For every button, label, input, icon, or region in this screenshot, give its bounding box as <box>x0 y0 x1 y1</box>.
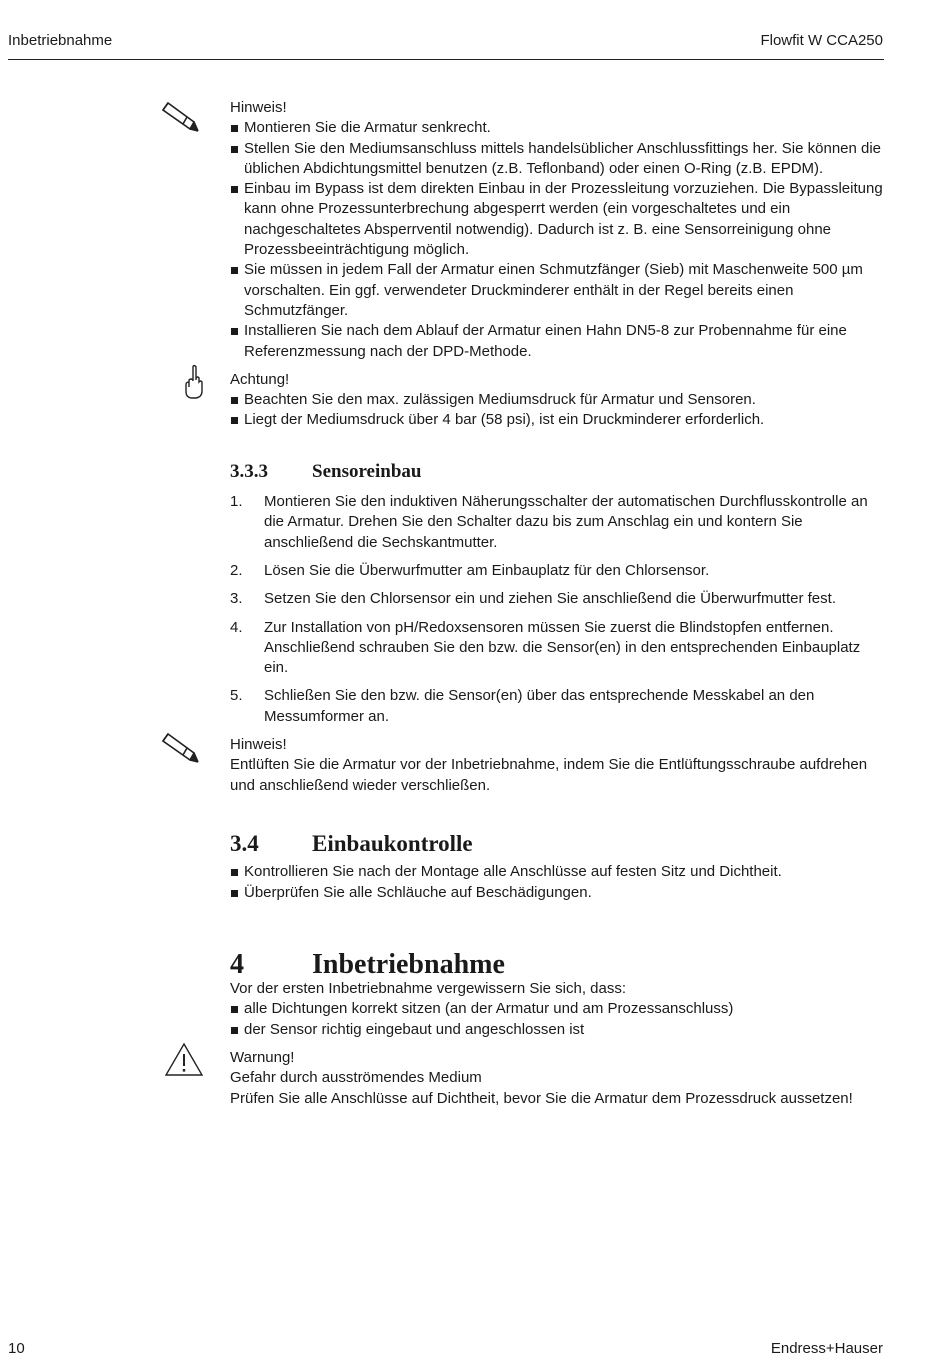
pencil-note-icon <box>160 100 200 134</box>
pointing-hand-icon <box>182 364 206 400</box>
warning-triangle-icon <box>164 1042 204 1078</box>
warning-text: Prüfen Sie alle Anschlüsse auf Dichtheit, bevor Sie die Armatur dem Prozessdruck aussetzen! <box>230 1089 853 1107</box>
step-number: 4. <box>230 618 243 636</box>
header-rule <box>8 59 884 60</box>
note-text: Entlüften Sie die Armatur vor der Inbetriebnahme, indem Sie die Entlüftungsschraube aufdrehen und anschließend wieder verschließen. <box>230 756 868 794</box>
list-item: der Sensor richtig eingebaut und angeschlossen ist <box>230 1020 886 1040</box>
section-number: 3.4 <box>230 830 259 856</box>
list-item <box>230 589 886 609</box>
caution-bullet-list <box>230 390 886 431</box>
warning-block <box>230 1048 886 1109</box>
list-item: Kontrollieren Sie nach der Montage alle Anschlüsse auf festen Sitz und Dichtheit. <box>230 862 886 882</box>
list-item <box>230 686 886 727</box>
section-heading-3-3-3 <box>230 462 886 482</box>
step-number: 5. <box>230 687 243 705</box>
list-item: Beachten Sie den max. zulässigen Mediumsdruck für Armatur und Sensoren. <box>230 390 886 410</box>
list-item: Sie müssen in jedem Fall der Armatur einen Schmutzfänger (Sieb) mit Maschenweite 500 µm vorschalten. Ein ggf. verwendeter Druckminderer enthält in der Regel bereits einen Schmutzfänger. <box>230 260 886 321</box>
chapter-number: 4 <box>230 948 244 980</box>
list-item: Einbau im Bypass ist dem direkten Einbau in der Prozessleitung vorzuziehen. Die Bypassleitung kann ohne Prozessunterbrechung abgesperrt werden (ein vorgeschaltetes und ein nachgeschaltetes Absperrventil notwendig). Dadurch ist z. B. eine Sensorreinigung ohne Prozessbeeinträchtigung möglich. <box>230 179 886 260</box>
note-title: Hinweis! <box>230 736 287 754</box>
list-item: Liegt der Mediumsdruck über 4 bar (58 psi), ist ein Druckminderer erforderlich. <box>230 410 886 430</box>
step-text: Lösen Sie die Überwurfmutter am Einbauplatz für den Chlorsensor. <box>264 561 710 579</box>
list-item: Stellen Sie den Mediumsanschluss mittels handelsüblicher Anschlussfittings her. Sie können die üblichen Abdichtungsmittel benutzen (z.B. Teflonband) oder einen O-Ring (z.B. EPDM). <box>230 139 886 180</box>
section-heading-3-4 <box>230 830 886 856</box>
list-item: Installieren Sie nach dem Ablauf der Armatur einen Hahn DN5-8 zur Probennahme für eine Referenzmessung nach der DPD-Methode. <box>230 321 886 362</box>
warning-text: Gefahr durch ausströmendes Medium <box>230 1069 482 1087</box>
numbered-steps <box>230 492 886 727</box>
running-header-chapter: Inbetriebnahme <box>8 32 113 49</box>
caution-block <box>230 370 886 431</box>
note-bullet-list <box>230 118 886 362</box>
list-item: Überprüfen Sie alle Schläuche auf Beschädigungen. <box>230 883 886 903</box>
page-content <box>230 98 886 1109</box>
step-number: 2. <box>230 561 243 579</box>
list-item <box>230 492 886 553</box>
list-item: Montieren Sie die Armatur senkrecht. <box>230 118 886 138</box>
note-block <box>230 98 886 362</box>
page-number: 10 <box>8 1340 25 1357</box>
chapter-title: Inbetriebnahme <box>312 948 505 980</box>
company-name: Endress+Hauser <box>770 1340 883 1357</box>
chapter-heading-4 <box>230 948 886 980</box>
running-header-product: Flowfit W CCA250 <box>760 32 883 49</box>
warning-title: Warnung! <box>230 1048 295 1066</box>
section-number: 3.3.3 <box>230 460 268 482</box>
list-item: alle Dichtungen korrekt sitzen (an der Armatur und am Prozessanschluss) <box>230 999 886 1019</box>
intro-text: Vor der ersten Inbetriebnahme vergewissern Sie sich, dass: <box>230 980 627 998</box>
step-number: 3. <box>230 590 243 608</box>
caution-title: Achtung! <box>230 370 290 388</box>
step-text: Zur Installation von pH/Redoxsensoren müssen Sie zuerst die Blindstopfen entfernen. Anschließend schrauben Sie den bzw. die Sensor(en) in den entsprechenden Einbauplatz ein. <box>264 618 861 677</box>
section-title: Sensoreinbau <box>312 460 422 482</box>
pencil-note-icon <box>160 731 200 765</box>
list-item <box>230 618 886 679</box>
checklist <box>230 862 886 903</box>
note-block <box>230 735 886 796</box>
step-number: 1. <box>230 493 243 511</box>
step-text: Schließen Sie den bzw. die Sensor(en) über das entsprechende Messkabel an den Messumformer an. <box>264 687 815 725</box>
step-text: Montieren Sie den induktiven Näherungsschalter der automatischen Durchflusskontrolle an die Armatur. Drehen Sie den Schalter dazu bis zum Anschlag ein und kontern Sie anschließend die Sechskantmutter. <box>264 493 868 551</box>
note-title: Hinweis! <box>230 99 287 116</box>
prerequisite-list <box>230 999 886 1040</box>
step-text: Setzen Sie den Chlorsensor ein und ziehen Sie anschließend die Überwurfmutter fest. <box>264 590 836 608</box>
list-item <box>230 561 886 581</box>
section-title: Einbaukontrolle <box>312 830 473 856</box>
